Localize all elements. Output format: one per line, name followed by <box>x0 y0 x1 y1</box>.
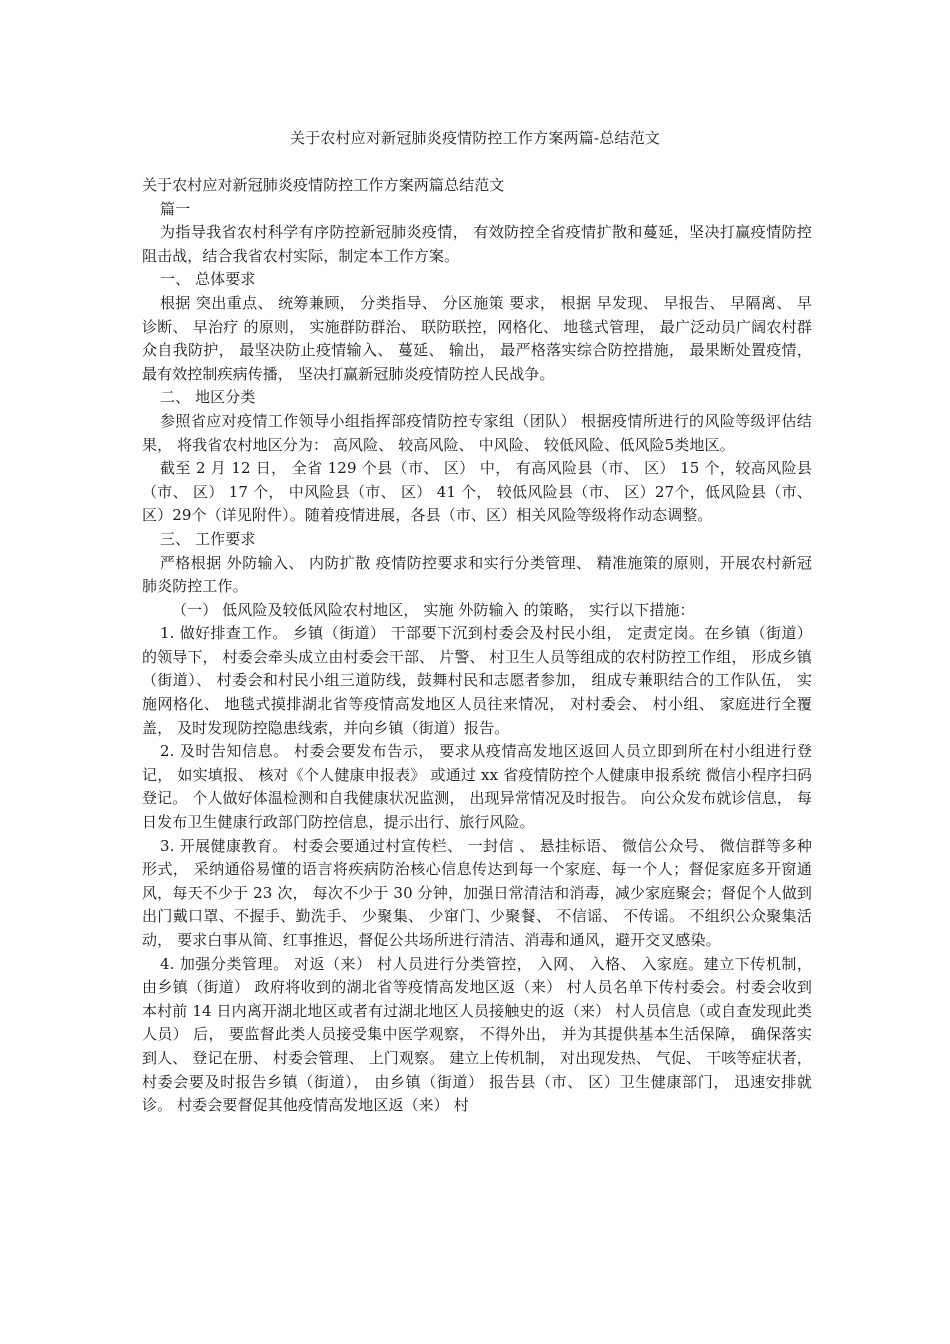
list-item-classification: 4. 加强分类管理。 对返（来） 村人员进行分类管控， 入网、 入格、 入家庭。建立下传机制， 由乡镇（街道） 政府将收到的湖北省等疫情高发地区返（来） 村人员名单下传村委会。村委会收到本村前 14 日内离开湖北地区或者有过湖北地区人员接触史的返（来） 村人员信息（或自查发现此类人员） 后， 要监督此类人员接受集中医学观察， 不得外出， 并为其提供基本生活保障， 确保落实到人、 登记在册、 村委会管理、 上门观察。 建立上传机制， 对出现发热、 气促、 干咳等症状者， 村委会要及时报告乡镇（街道）， 由乡镇（街道） 报告县（市、 区）卫生健康部门， 迅速安排就诊。 村委会要督促其他疫情高发地区返（来） 村 <box>142 954 812 1115</box>
document-subtitle: 关于农村应对新冠肺炎疫情防控工作方案两篇总结范文 <box>142 176 505 194</box>
document-body <box>142 174 812 1118</box>
list-item-notification: 2. 及时告知信息。 村委会要发布告示， 要求从疫情高发地区返回人员立即到所在村小组进行登记， 如实填报、 核对《个人健康申报表》 或通过 xx 省疫情防控个人健康申报系统 微信小程序扫码登记。 个人做好体温检测和自我健康状况监测， 出现异常情况及时报告。 向公众发布就诊信息， 每日发布卫生健康行政部门防控信息，提示出行、旅行风险。 <box>142 742 812 832</box>
section-body-work: 严格根据 外防输入、 内防扩散 疫情防控要求和实行分类管理、 精准施策的原则，开展农村新冠肺炎防控工作。 <box>142 553 812 596</box>
section-body-region-2: 截至 2 月 12 日， 全省 129 个县（市、 区） 中， 有高风险县（市、 区） 15 个，较高风险县（市、 区） 17 个， 中风险县（市、 区） 41 个， 较低风险县（市、 区）27个，低风险县（市、区）29个（详见附件）。随着疫情进展，各县（市、区）相关风险等级将作动态调整。 <box>142 459 812 525</box>
document-title: 关于农村应对新冠肺炎疫情防控工作方案两篇-总结范文 <box>289 129 661 147</box>
list-item-screening: 1. 做好排查工作。 乡镇（街道） 干部要下沉到村委会及村民小组， 定责定岗。在乡镇（街道） 的领导下， 村委会牵头成立由村委会干部、 片警、 村卫生人员等组成的农村防控工作组， 形成乡镇（街道）、 村委会和村民小组三道防线，鼓舞村民和志愿者参加， 组成专兼职结合的工作队伍， 实施网格化、 地毯式摸排湖北省等疫情高发地区人员往来情况， 对村委会、 村小组、 家庭进行全覆盖， 及时发现防控隐患线索，并向乡镇（街道）报告。 <box>142 624 812 737</box>
section-heading-overall: 一、 总体要求 <box>160 270 256 289</box>
intro-paragraph: 为指导我省农村科学有序防控新冠肺炎疫情， 有效防控全省疫情扩散和蔓延，坚决打赢疫情防控阻击战，结合我省农村实际，制定本工作方案。 <box>142 223 812 265</box>
subsection-heading-low-risk: （一） 低风险及较低风险农村地区， 实施 外防输入 的策略， 实行以下措施： <box>172 600 695 619</box>
section-heading-work: 三、 工作要求 <box>160 529 256 548</box>
list-item-health-education: 3. 开展健康教育。 村委会要通过村宣传栏、 一封信 、 悬挂标语、 微信公众号、 微信群等多种形式， 采纳通俗易懂的语言将疾病防治核心信息传达到每一个家庭、每一个人；督促家庭多开窗通风，每天不少于 23 次， 每次不少于 30 分钟，加强日常清洁和消毒，减少家庭聚会；督促个人做到出门戴口罩、不握手、勤洗手、 少聚集、 少窜门、少聚餐、 不信谣、 不传谣。 不组织公众聚集活动， 要求白事从简、红事推迟，督促公共场所进行清洁、消毒和通风，避开交叉感染。 <box>142 836 812 949</box>
section-body-overall: 根据 突出重点、 统筹兼顾， 分类指导、 分区施策 要求， 根据 早发现、 早报告、 早隔离、 早诊断、 早治疗 的原则， 实施群防群治、 联防联控，网格化、 地毯式管理， 最广泛动员广阔农村群众自我防护， 最坚决防止疫情输入、 蔓延、 输出， 最严格落实综合防控措施， 最果断处置疫情， 最有效控制疾病传播， 坚决打赢新冠肺炎疫情防控人民战争。 <box>142 293 812 383</box>
section-heading-region: 二、 地区分类 <box>160 388 256 407</box>
section-body-region-1: 参照省应对疫情工作领导小组指挥部疫情防控专家组（团队） 根据疫情所进行的风险等级评估结果， 将我省农村地区分为： 高风险、 较高风险、 中风险、 较低风险、低风险5类地区。 <box>142 411 812 454</box>
part-label: 篇一 <box>160 199 191 218</box>
